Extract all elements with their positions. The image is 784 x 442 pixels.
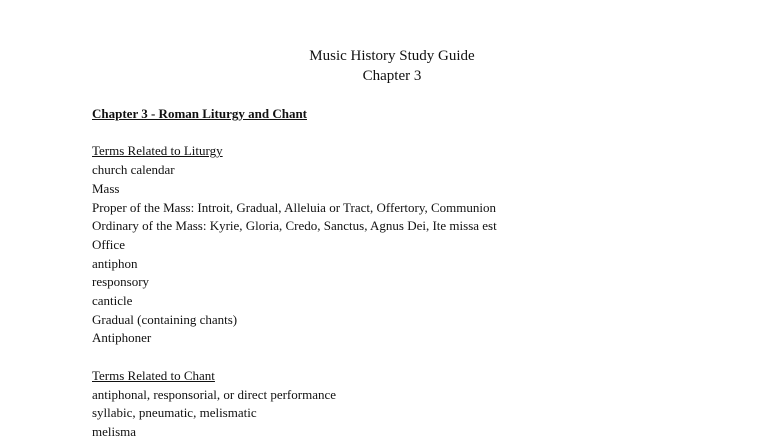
list-item: syllabic, pneumatic, melismatic: [92, 405, 257, 421]
document-title: [0, 46, 784, 86]
list-item: Antiphoner: [92, 330, 152, 346]
list-item: church calendar: [92, 162, 175, 178]
list-item: Mass: [92, 180, 120, 196]
spacer: [92, 348, 752, 367]
spacer: [92, 124, 752, 143]
list-item: Ordinary of the Mass: Kyrie, Gloria, Credo, Sanctus, Agnus Dei, Ite missa est: [92, 218, 497, 234]
section-heading-chant: Terms Related to Chant: [92, 367, 215, 383]
list-item: Gradual (containing chants): [92, 311, 238, 327]
title-line-1: Music History Study Guide: [309, 48, 475, 64]
list-item: Office: [92, 236, 125, 252]
chapter-heading: Chapter 3 - Roman Liturgy and Chant: [92, 106, 308, 121]
list-item: melisma: [92, 423, 137, 439]
title-line-2: Chapter 3: [362, 68, 422, 84]
list-item: responsory: [92, 274, 150, 290]
list-item: canticle: [92, 293, 133, 309]
section-heading-liturgy: Terms Related to Liturgy: [92, 143, 223, 159]
list-item: antiphon: [92, 255, 138, 271]
list-item: Proper of the Mass: Introit, Gradual, Alleluia or Tract, Offertory, Communion: [92, 199, 497, 215]
list-item: antiphonal, responsorial, or direct performance: [92, 386, 337, 402]
document-body: [92, 105, 752, 442]
